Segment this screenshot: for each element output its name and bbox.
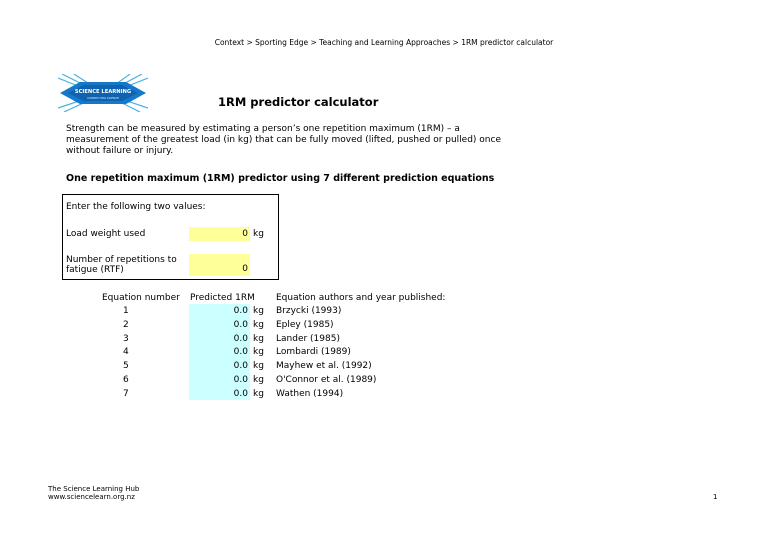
load-weight-label: Load weight used	[66, 229, 146, 239]
section-heading: One repetition maximum (1RM) predictor using 7 different prediction equations	[66, 173, 495, 184]
equation-author: O'Connor et al. (1989)	[276, 375, 377, 385]
equation-number: 6	[123, 375, 129, 385]
equation-number: 4	[123, 347, 129, 357]
predicted-1rm-value: 0.0	[233, 389, 248, 399]
logo-text: SCIENCE LEARNING	[74, 89, 132, 95]
footer	[48, 485, 139, 501]
predicted-1rm-value: 0.0	[233, 361, 248, 371]
equation-number: 7	[123, 389, 129, 399]
footer-website-link[interactable]: www.sciencelearn.org.nz	[48, 493, 135, 501]
predicted-1rm-unit: kg	[253, 306, 264, 316]
page-number: 1	[713, 493, 718, 501]
predicted-1rm-value: 0.0	[233, 306, 248, 316]
predicted-1rm-unit: kg	[253, 375, 264, 385]
predicted-1rm-unit: kg	[253, 361, 264, 371]
equation-author: Lander (1985)	[276, 334, 340, 344]
predicted-1rm-unit: kg	[253, 347, 264, 357]
equation-number: 2	[123, 320, 129, 330]
header-equation-number: Equation number	[102, 293, 180, 303]
input-prompt: Enter the following two values:	[66, 202, 206, 212]
equation-number: 3	[123, 334, 129, 344]
header-predicted-1rm: Predicted 1RM	[190, 293, 255, 303]
repetitions-input[interactable]: 0	[189, 254, 250, 276]
equation-author: Epley (1985)	[276, 320, 334, 330]
predicted-1rm-unit: kg	[253, 334, 264, 344]
predicted-1rm-value: 0.0	[233, 347, 248, 357]
equation-author: Wathen (1994)	[276, 389, 344, 399]
predicted-1rm-value: 0.0	[233, 334, 248, 344]
predicted-1rm-value: 0.0	[233, 375, 248, 385]
predicted-1rm-unit: kg	[253, 320, 264, 330]
load-weight-unit: kg	[253, 229, 264, 239]
footer-site-name: The Science Learning Hub	[48, 485, 140, 493]
predicted-1rm-unit: kg	[253, 389, 264, 399]
logo-tagline: CONNECTING SCIENCE	[87, 96, 119, 100]
repetitions-label: Number of repetitions to fatigue (RTF)	[66, 255, 177, 275]
header-equation-authors: Equation authors and year published:	[276, 293, 446, 303]
equation-author: Brzycki (1993)	[276, 306, 342, 316]
breadcrumb: Context > Sporting Edge > Teaching and Learning Approaches > 1RM predictor calculator	[214, 38, 554, 47]
equation-number: 1	[123, 306, 129, 316]
predicted-1rm-value: 0.0	[233, 320, 248, 330]
intro-paragraph: Strength can be measured by estimating a person’s one repetition maximum (1RM) – a measurement of the greatest load (in kg) that can be fully moved (lifted, pushed or pulled) once without failure or injury.	[66, 124, 501, 156]
science-learning-logo	[58, 74, 148, 112]
load-weight-input[interactable]: 0	[189, 227, 250, 241]
page-title: 1RM predictor calculator	[218, 95, 379, 109]
equation-author: Lombardi (1989)	[276, 347, 351, 357]
equation-author: Mayhew et al. (1992)	[276, 361, 372, 371]
equation-number: 5	[123, 361, 129, 371]
